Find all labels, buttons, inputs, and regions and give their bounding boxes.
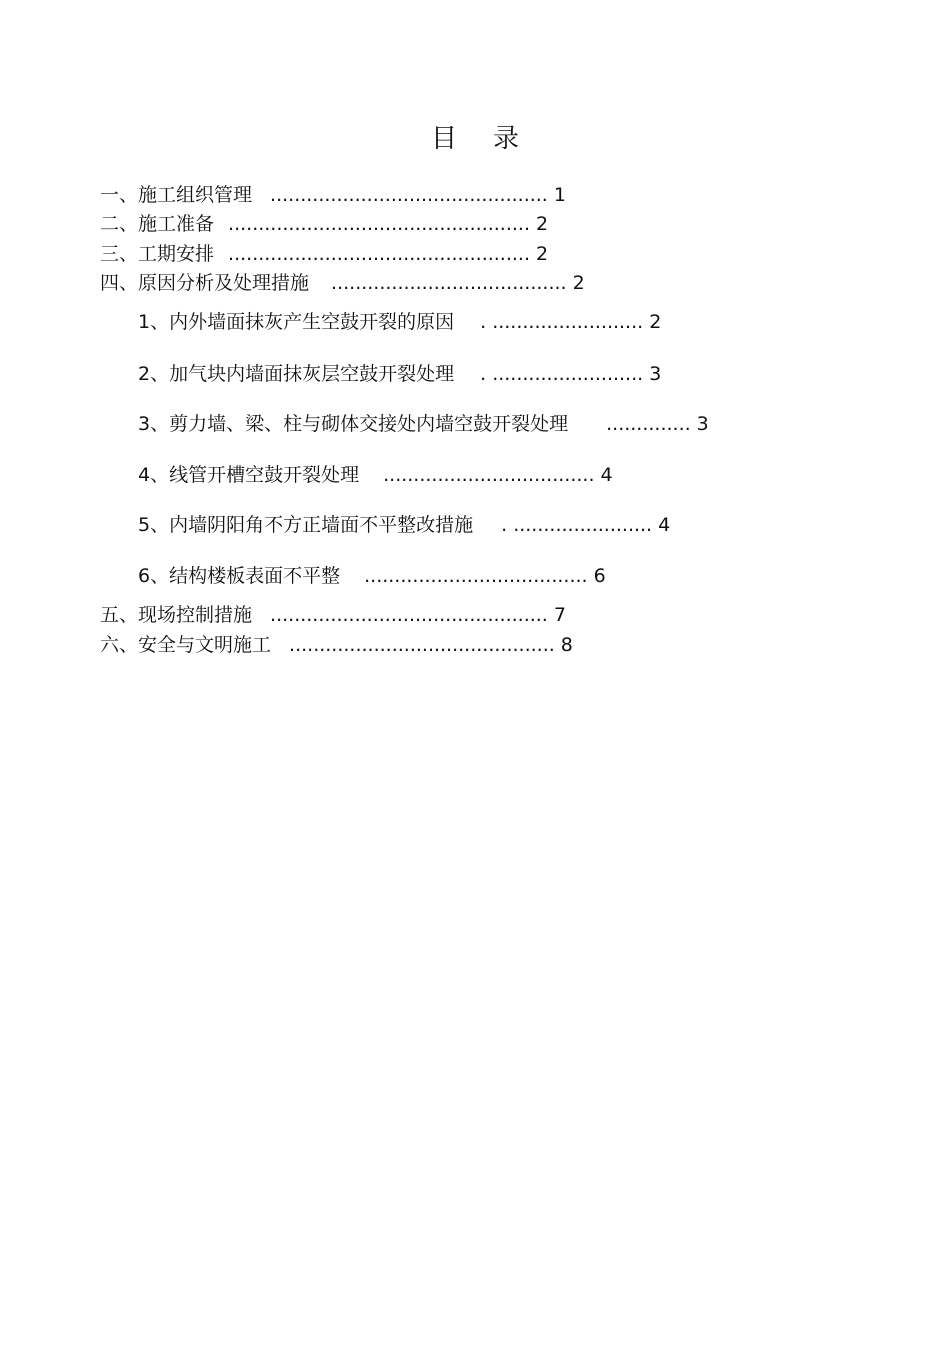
toc-leader-dots: . ......................... (480, 363, 644, 385)
toc-subentry[interactable] (138, 463, 613, 487)
toc-leader-dots: .................................................. (228, 213, 531, 235)
toc-entry[interactable] (100, 183, 566, 207)
toc-entry[interactable] (100, 603, 566, 627)
toc-leader-dots: .............................................. (270, 604, 548, 626)
toc-entry-label: 施工准备 (138, 213, 215, 235)
toc-leader-dots: ................................... (383, 464, 595, 486)
toc-page-number: 8 (560, 634, 573, 656)
toc-subentry[interactable] (138, 412, 709, 436)
toc-entry-label: 安全与文明施工 (138, 634, 272, 656)
toc-subentry[interactable] (138, 564, 606, 588)
toc-entry-label: 结构楼板表面不平整 (169, 565, 341, 587)
toc-entry-number: 一、 (100, 184, 139, 206)
toc-page-number: 4 (658, 514, 671, 536)
toc-subentry[interactable] (138, 310, 661, 334)
toc-entry-label: 线管开槽空鼓开裂处理 (169, 464, 360, 486)
toc-leader-dots: .............................................. (270, 184, 548, 206)
toc-entry-number: 三、 (100, 243, 139, 265)
toc-entry-number: 四、 (100, 272, 139, 294)
toc-page-number: 1 (553, 184, 566, 206)
toc-leader-dots: ............................................ (289, 634, 555, 656)
toc-leader-dots: . ......................... (480, 311, 644, 333)
toc-entry-number: 二、 (100, 213, 139, 235)
toc-entry-number: 六、 (100, 634, 139, 656)
toc-entry-number: 3、 (138, 413, 170, 435)
toc-entry-label: 加气块内墙面抹灰层空鼓开裂处理 (169, 363, 455, 385)
toc-page-number: 3 (649, 363, 662, 385)
toc-entry-number: 五、 (100, 604, 139, 626)
toc-leader-dots: ..................................... (364, 565, 588, 587)
toc-page-number: 2 (649, 311, 662, 333)
toc-page-number: 6 (593, 565, 606, 587)
toc-subentry[interactable] (138, 362, 661, 386)
toc-entry[interactable] (100, 242, 548, 266)
toc-entry-label: 原因分析及处理措施 (138, 272, 310, 294)
toc-leader-dots: ....................................... (331, 272, 567, 294)
toc-entry[interactable] (100, 212, 548, 236)
toc-entry-label: 剪力墙、梁、柱与砌体交接处内墙空鼓开裂处理 (169, 413, 569, 435)
toc-entry-number: 1、 (138, 311, 170, 333)
toc-leader-dots: . ....................... (501, 514, 653, 536)
toc-title (0, 118, 950, 155)
toc-entry-number: 5、 (138, 514, 170, 536)
toc-entry-number: 6、 (138, 565, 170, 587)
toc-entry-label: 内外墙面抹灰产生空鼓开裂的原因 (169, 311, 455, 333)
toc-leader-dots: .............. (606, 413, 691, 435)
toc-entry-number: 2、 (138, 363, 170, 385)
toc-page-number: 4 (600, 464, 613, 486)
toc-entry[interactable] (100, 271, 585, 295)
toc-subentry[interactable] (138, 513, 670, 537)
toc-entry[interactable] (100, 633, 573, 657)
toc-title-char-1: 目 (430, 124, 457, 154)
toc-entry-label: 内墙阴阳角不方正墙面不平整改措施 (169, 514, 474, 536)
toc-page-number: 2 (572, 272, 585, 294)
toc-page-number: 2 (536, 213, 549, 235)
toc-entry-label: 施工组织管理 (138, 184, 253, 206)
toc-leader-dots: .................................................. (228, 243, 531, 265)
toc-entry-number: 4、 (138, 464, 170, 486)
toc-entry-label: 现场控制措施 (138, 604, 253, 626)
toc-title-char-2: 录 (493, 124, 520, 154)
toc-page-number: 3 (696, 413, 709, 435)
toc-page-number: 7 (553, 604, 566, 626)
toc-entry-label: 工期安排 (138, 243, 215, 265)
toc-page-number: 2 (536, 243, 549, 265)
